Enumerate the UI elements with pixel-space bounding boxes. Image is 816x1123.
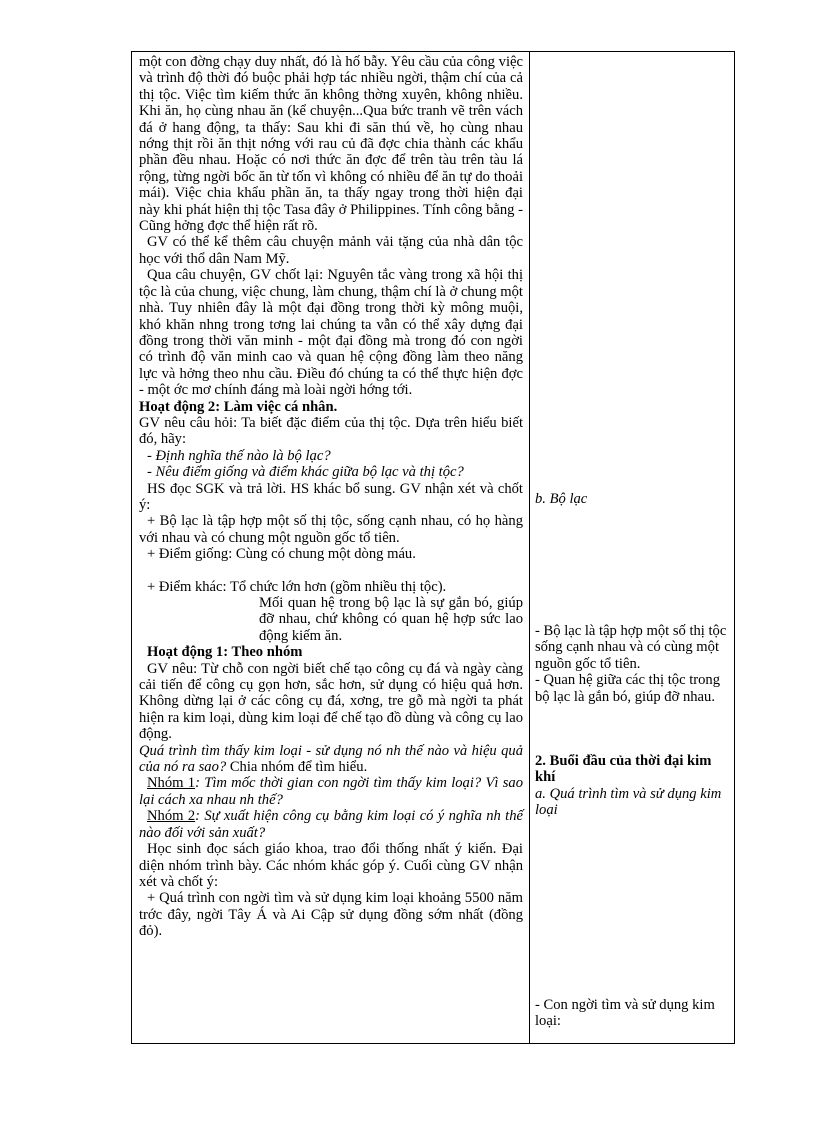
activity-1-heading: Hoạt động 1: Theo nhóm xyxy=(147,644,303,661)
paragraph-story: GV có thể kể thêm câu chuyện mảnh vải tặng của nhà dân tộc học với thổ dân Nam Mỹ. xyxy=(139,234,523,267)
question-1: - Định nghĩa thế nào là bộ lạc? xyxy=(147,447,331,464)
paragraph-conclusion: Qua câu chuyện, GV chốt lại: Nguyên tắc vàng trong xã hội thị tộc là của chung, việc chung, làm chung, thậm chí là ở chung một nhà. Tuy nhiên đây là một đại đồng trong thời kỳ mông muội, khó khăn nhng trong tơng lai chúng ta vẫn có thể xây dựng đại đồng trong thời văn minh - một đại đồng mà trong đó con ngời có trình độ văn minh cao và quan hệ cộng đồng làm theo năng lực và hởng theo nhu cầu. Điều đó chúng ta có thể thực hiện đợc - một ớc mơ chính đáng mà loài ngời hớng tới. xyxy=(139,267,523,399)
metal-question-tail: Chia nhóm để tìm hiểu. xyxy=(226,759,368,776)
paragraph-metal-timeline: + Quá trình con ngời tìm và sử dụng kim loại khoảng 5500 năm trớc đây, ngời Tây Á và Ai Cập sử dụng đồng sớm nhất (đồng đỏ). xyxy=(139,890,523,940)
paragraph-hunting: một con đờng chạy duy nhất, đó là hố bẫy. Yêu cầu của công việc và trình độ thời đó buộc phải hợp tác nhiều ngời, thậm chí của cả thị tộc. Việc tìm kiếm thức ăn không thờng xuyên, không nhiều. Khi ăn, họ cùng nhau ăn (kể chuyện...Qua bức tranh vẽ trên vách đá ở hang động, ta thấy: Sau khi đi săn thú về, họ cùng nhau nớng thịt rồi ăn thịt nớng với rau củ đã đợc chia thành các khẩu phần đều nhau. Hoặc có nơi thức ăn đợc để trên tàu trên tàu lá rộng, từng ngời bốc ăn từ tốn vì không có nhiều để ăn tự do thoải mái). Việc chia khẩu phần ăn, ta thấy ngay trong thời hiện đại này khi phát hiện thị tộc Tasa đây ở Philippines. Tính công bằng - Cũng hởng đợc thể hiện rất rõ. xyxy=(139,54,523,235)
paragraph-tribe-def: + Bộ lạc là tập hợp một số thị tộc, sống cạnh nhau, có họ hàng với nhau và có chung một nguồn gốc tổ tiên. xyxy=(139,513,523,546)
group-1-text: : Tìm mốc thời gian con ngời tìm thấy kim loại? Vì sao lại cách xa nhau nh thế? xyxy=(139,775,523,808)
metal-age-heading: 2. Buổi đầu của thời đại kim khí xyxy=(535,753,712,786)
paragraph-hs-read: HS đọc SGK và trả lời. HS khác bổ sung. GV nhận xét và chốt ý: xyxy=(139,480,523,513)
paragraph-similarity: + Điểm giống: Cùng có chung một dòng máu. xyxy=(147,546,416,563)
group-1-task xyxy=(139,775,523,808)
paragraph-metal-question xyxy=(139,743,523,776)
paragraph-relationship: Mối quan hệ trong bộ lạc là sự gắn bó, giúp đỡ nhau, chứ không có quan hệ hợp sức lao động kiếm ăn. xyxy=(259,595,523,644)
tribe-definition: - Bộ lạc là tập hợp một số thị tộc sống cạnh nhau và có cùng một nguồn gốc tổ tiên. xyxy=(535,623,727,672)
paragraph-difference: + Điểm khác: Tổ chức lớn hơn (gồm nhiều thị tộc). xyxy=(147,578,447,595)
tribe-relationship: - Quan hệ giữa các thị tộc trong bộ lạc là gắn bó, giúp đỡ nhau. xyxy=(535,672,720,705)
metal-question-italic: Quá trình tìm thấy kim loại - sử dụng nó nh thế nào và hiệu quả của nó ra sao? xyxy=(139,742,523,776)
spacer xyxy=(139,563,523,579)
paragraph-metal-intro: GV nêu: Từ chỗ con ngời biết chế tạo công cụ đá và ngày càng cải tiến để công cụ gọn hơn, sắc hơn, sử dụng có hiệu quả hơn. Không dừng lại ở các công cụ đá, xơng, tre gỗ mà ngời ta phát hiện ra kim loại, dùng kim loại để chế tạo đồ dùng và công cụ lao động. xyxy=(139,660,523,743)
tribe-heading-block xyxy=(535,491,731,507)
metal-process-heading: a. Quá trình tìm và sử dụng kim loại xyxy=(535,785,722,819)
teacher-student-activities-column xyxy=(139,54,523,940)
group-2-task xyxy=(139,808,523,841)
metal-use-block xyxy=(535,997,731,1030)
metal-age-block xyxy=(535,753,731,819)
group-1-label: Nhóm 1 xyxy=(147,775,196,792)
lesson-table xyxy=(131,51,735,1044)
tribe-summary-block xyxy=(535,623,731,705)
group-2-label: Nhóm 2 xyxy=(147,808,196,825)
activity-2-heading: Hoạt động 2: Làm việc cá nhân. xyxy=(139,398,338,415)
paragraph-question: GV nêu câu hỏi: Ta biết đặc điểm của thị tộc. Dựa trên hiểu biết đó, hãy: xyxy=(139,414,523,448)
metal-use-text: - Con ngời tìm và sử dụng kim loại: xyxy=(535,997,715,1030)
question-2: - Nêu điểm giống và điểm khác giữa bộ lạc và thị tộc? xyxy=(147,464,464,481)
group-2-text: : Sự xuất hiện công cụ bằng kim loại có ý nghĩa nh thế nào đối với sản xuất? xyxy=(139,808,523,841)
column-divider xyxy=(529,52,530,1043)
paragraph-group-discussion: Học sinh đọc sách giáo khoa, trao đổi thống nhất ý kiến. Đại diện nhóm trình bày. Các nhóm khác góp ý. Cuối cùng GV nhận xét và chốt ý: xyxy=(139,841,523,890)
tribe-heading: b. Bộ lạc xyxy=(535,491,588,507)
